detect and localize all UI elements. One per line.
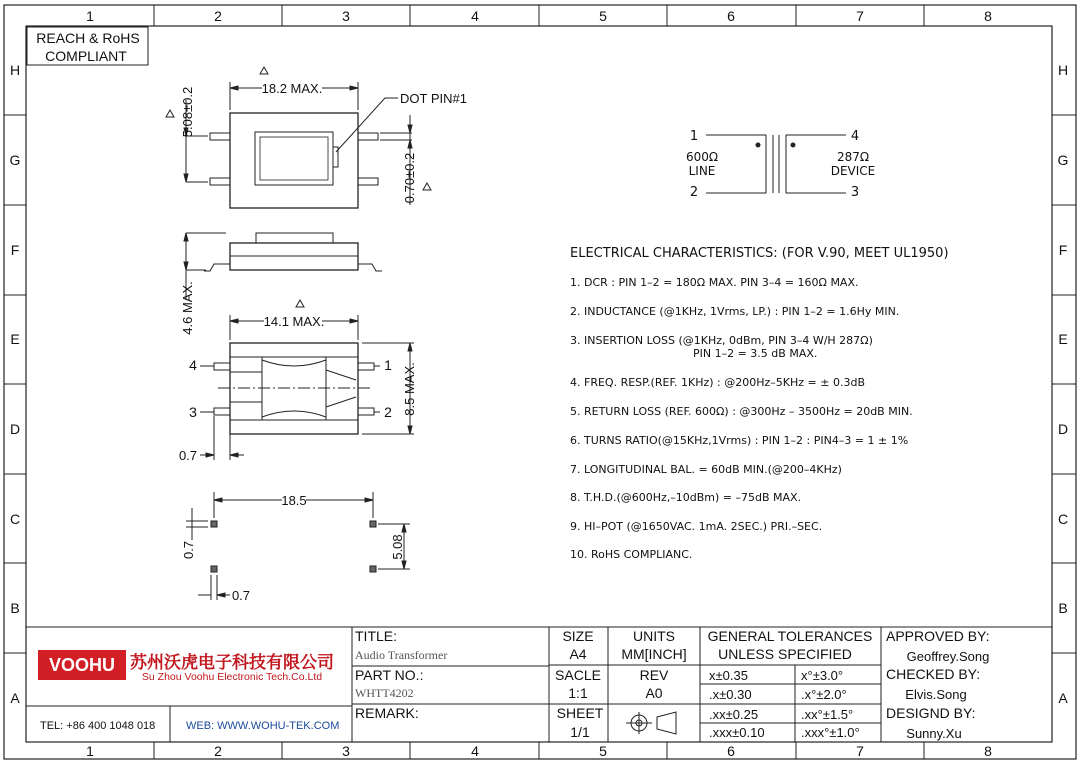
row-label: E <box>1058 331 1068 347</box>
col-label: 4 <box>471 743 479 759</box>
title-value: Audio Transformer <box>355 648 448 662</box>
footprint-view <box>186 492 410 600</box>
row-label: D <box>1057 421 1069 437</box>
row-label: B <box>10 600 20 616</box>
units-label: UNITS <box>633 628 675 644</box>
side-height-dim: 4.6 MAX. <box>180 281 195 335</box>
compliance-line1: REACH & RoHS <box>36 30 140 46</box>
electrical-characteristics <box>570 246 949 561</box>
col-label: 5 <box>599 743 607 759</box>
tolerance-title-2: UNLESS SPECIFIED <box>718 646 852 662</box>
row-label: A <box>1058 690 1068 706</box>
spec-item: 3. INSERTION LOSS (@1KHz, 0dBm, PIN 3–4 W/H 287Ω) <box>570 334 873 347</box>
tolerance-cell: .xx±0.25 <box>709 707 759 722</box>
col-label: 3 <box>342 8 350 24</box>
company-web[interactable]: WEB: WWW.WOHU-TEK.COM <box>186 720 340 732</box>
spec-item: 9. HI–POT (@1650VAC. 1mA. 2SEC.) PRI.–SEC. <box>570 520 823 533</box>
schematic-left-name: LINE <box>688 164 716 178</box>
tolerance-cell: x°±3.0° <box>801 668 844 683</box>
schematic-pin2: 2 <box>689 185 699 200</box>
spec-item: 8. T.H.D.(@600Hz,–10dBm) = –75dB MAX. <box>570 491 802 504</box>
row-label: H <box>1057 62 1069 78</box>
rev-label: REV <box>639 667 669 683</box>
schematic-right-name: DEVICE <box>830 164 876 178</box>
row-label: B <box>1058 600 1068 616</box>
spec-item: 2. INDUCTANCE (@1KHz, 1Vrms, LP.) : PIN 1–2 = 1.6Hy MIN. <box>570 305 900 318</box>
tolerance-cell: .xxx±0.10 <box>709 725 765 740</box>
logo-text: VOOHU <box>48 655 116 675</box>
top-width-dim: 18.2 MAX. <box>261 81 323 96</box>
units-value: MM[INCH] <box>621 646 687 662</box>
footprint-gap-dim: 0.7 <box>231 588 251 603</box>
title-block <box>26 627 1052 742</box>
col-label: 5 <box>599 8 607 24</box>
scale-value: 1:1 <box>568 685 588 701</box>
row-label: C <box>1057 511 1069 527</box>
schematic-right-impedance: 287Ω <box>836 150 870 164</box>
pin-label-2: 2 <box>384 404 392 420</box>
schematic-pin1: 1 <box>689 129 699 144</box>
size-label: SIZE <box>562 628 594 644</box>
part-no-value: WHTT4202 <box>355 686 414 700</box>
tolerance-title-1: GENERAL TOLERANCES <box>707 628 873 644</box>
electrical-title: ELECTRICAL CHARACTERISTICS: (FOR V.90, MEET UL1950) <box>570 246 949 261</box>
pin-width-dim: 0.70±0.2 <box>402 152 417 204</box>
approved-label: APPROVED BY: <box>886 628 990 644</box>
spec-item: 10. RoHS COMPLIANC. <box>570 548 693 561</box>
col-label: 8 <box>984 8 992 24</box>
title-label: TITLE: <box>355 628 398 644</box>
col-label: 1 <box>86 743 94 759</box>
spec-item: 5. RETURN LOSS (REF. 600Ω) : @300Hz – 3500Hz = 20dB MIN. <box>570 405 913 418</box>
bottom-width-dim: 14.1 MAX. <box>263 314 325 329</box>
checked-value: Elvis.Song <box>905 687 967 702</box>
scale-label: SACLE <box>555 667 601 683</box>
designed-value: Sunny.Xu <box>906 726 962 741</box>
side-view <box>184 233 382 300</box>
outer-border <box>4 5 1076 759</box>
compliance-box <box>27 27 148 65</box>
pin-label-3: 3 <box>189 404 197 420</box>
spec-item: 4. FREQ. RESP.(REF. 1KHz) : @200Hz–5KHz = ± 0.3dB <box>570 376 865 389</box>
pin-label-1: 1 <box>384 357 392 373</box>
row-labels <box>10 62 1069 706</box>
transformer-schematic <box>706 135 846 193</box>
remark-label: REMARK: <box>355 705 419 721</box>
bottom-pin-width-dim: 0.7 <box>178 448 198 463</box>
row-label: F <box>1058 242 1068 258</box>
part-no-label: PART NO.: <box>355 667 424 683</box>
row-label: G <box>1057 152 1069 168</box>
compliance-line2: COMPLIANT <box>45 48 127 64</box>
row-label: F <box>10 242 20 258</box>
col-label: 7 <box>856 743 864 759</box>
schematic-pin3: 3 <box>850 185 860 200</box>
col-label: 2 <box>214 8 222 24</box>
footprint-spacing-dim: 5.08 <box>390 534 405 560</box>
col-label: 4 <box>471 8 479 24</box>
schematic-left-impedance: 600Ω <box>685 150 719 164</box>
col-label: 7 <box>856 8 864 24</box>
company-name-en: Su Zhou Voohu Electronic Tech.Co.Ltd <box>141 671 323 683</box>
spec-item: 6. TURNS RATIO(@15KHz,1Vrms) : PIN 1–2 : PIN4–3 = 1 ± 1% <box>570 434 909 447</box>
spec-item: PIN 1–2 = 3.5 dB MAX. <box>693 347 818 360</box>
size-value: A4 <box>569 646 587 662</box>
row-label: G <box>9 152 21 168</box>
schematic-pin4: 4 <box>850 129 860 144</box>
top-height-dim: 5.08±0.2 <box>180 86 195 138</box>
col-label: 6 <box>727 743 735 759</box>
sheet-label: SHEET <box>556 705 604 721</box>
footprint-span-dim: 18.5 <box>281 493 307 508</box>
row-label: A <box>10 690 20 706</box>
tolerance-cell: .xx°±1.5° <box>801 707 854 722</box>
col-label: 2 <box>214 743 222 759</box>
checked-label: CHECKED BY: <box>886 666 981 682</box>
rev-value: A0 <box>645 685 663 701</box>
tolerance-cell: .x±0.30 <box>709 687 752 702</box>
col-label: 3 <box>342 743 350 759</box>
spec-item: 7. LONGITUDINAL BAL. = 60dB MIN.(@200–4KHz) <box>570 463 842 476</box>
col-label: 8 <box>984 743 992 759</box>
tolerance-cell: x±0.35 <box>709 668 748 683</box>
company-tel: TEL: +86 400 1048 018 <box>40 720 156 732</box>
pin-label-4: 4 <box>189 357 197 373</box>
voohu-logo <box>38 650 126 680</box>
tolerance-cell: .xxx°±1.0° <box>801 725 860 740</box>
row-label: H <box>9 62 21 78</box>
bottom-height-dim: 8.5 MAX. <box>402 362 417 416</box>
row-label: D <box>9 421 21 437</box>
col-label: 6 <box>727 8 735 24</box>
footprint-pad-dim: 0.7 <box>181 540 196 560</box>
company-name-cn: 苏州沃虎电子科技有限公司 <box>130 653 334 673</box>
row-label: C <box>9 511 21 527</box>
spec-item: 1. DCR : PIN 1–2 = 180Ω MAX. PIN 3–4 = 160Ω MAX. <box>570 276 859 289</box>
approved-value: Geoffrey.Song <box>906 649 990 664</box>
designed-label: DESIGND BY: <box>886 705 976 721</box>
col-label: 1 <box>86 8 94 24</box>
sheet-value: 1/1 <box>570 724 590 740</box>
dot-pin-label: DOT PIN#1 <box>400 91 467 106</box>
tolerance-cell: .x°±2.0° <box>801 687 847 702</box>
column-ticks <box>4 5 1076 759</box>
row-label: E <box>10 331 20 347</box>
